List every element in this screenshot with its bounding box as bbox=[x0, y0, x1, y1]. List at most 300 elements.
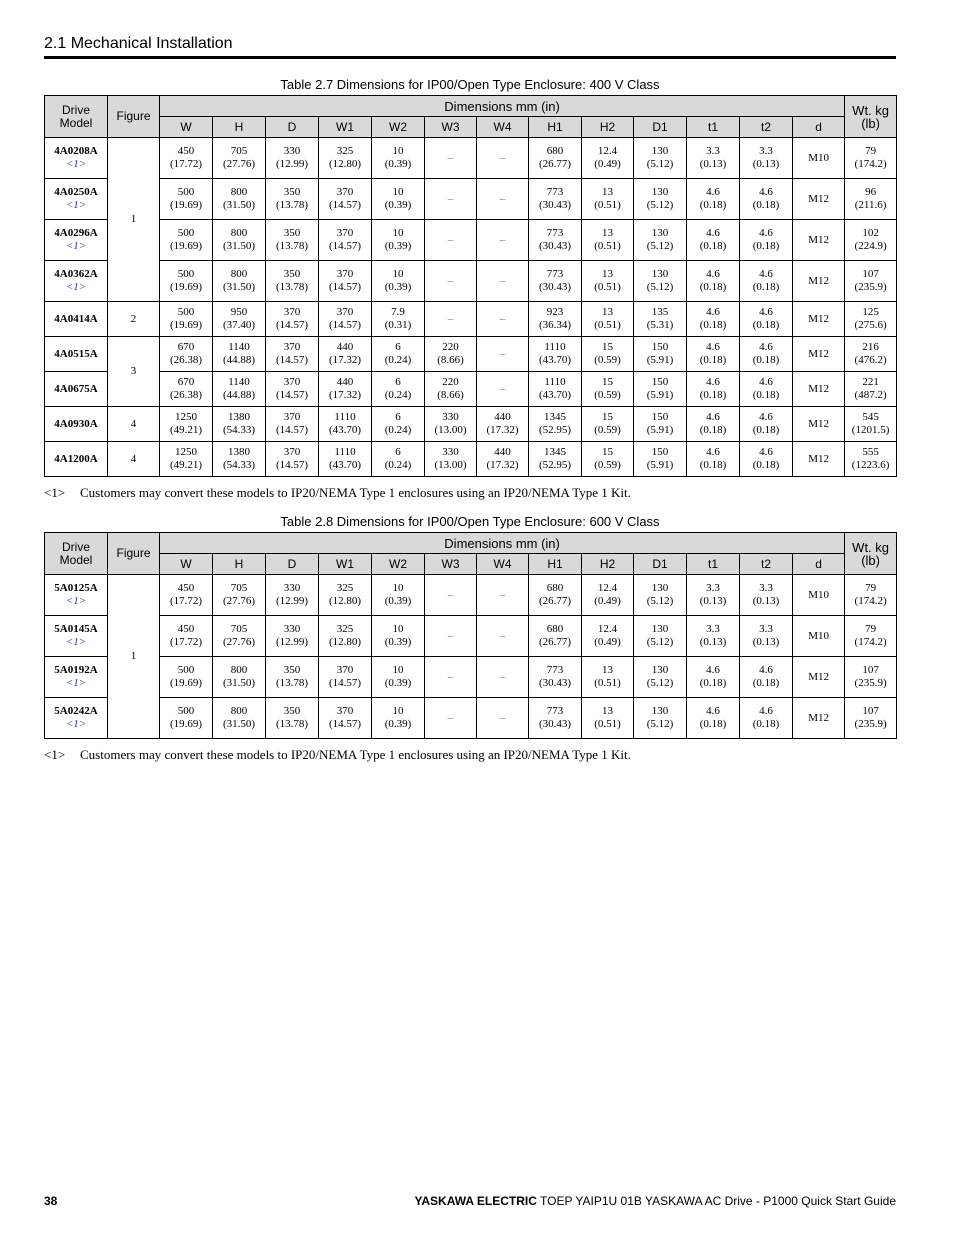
dimension-cell-t2 bbox=[740, 575, 793, 616]
drive-model-header: Drive Model bbox=[45, 96, 108, 138]
drive-model-cell bbox=[45, 698, 108, 739]
drive-model-code: 4A0296A bbox=[54, 227, 98, 239]
note-tag: <1> bbox=[44, 747, 66, 762]
value-mm: – bbox=[499, 629, 506, 642]
value-mm: 150 bbox=[651, 446, 669, 458]
value-in: (5.12) bbox=[646, 281, 674, 293]
dimension-cell-w2 bbox=[372, 337, 425, 372]
value-in: (0.39) bbox=[384, 677, 412, 689]
dimension-cell-h bbox=[213, 407, 266, 442]
value-in: (14.57) bbox=[328, 319, 362, 331]
value-in: (0.18) bbox=[752, 240, 780, 252]
dimension-cell-h1 bbox=[529, 407, 582, 442]
dimension-cell-h bbox=[213, 220, 266, 261]
value-mm: 15 bbox=[602, 341, 613, 353]
dimension-cell-h1 bbox=[529, 575, 582, 616]
drive-model-code: 5A0145A bbox=[54, 623, 98, 635]
weight-lb: (476.2) bbox=[854, 354, 887, 366]
dimension-cell-w2 bbox=[372, 261, 425, 302]
value-in: (0.49) bbox=[594, 636, 621, 648]
value-mm: – bbox=[499, 233, 506, 246]
value-mm: – bbox=[499, 588, 506, 601]
dimension-cell-d bbox=[793, 337, 845, 372]
value-in: (0.18) bbox=[699, 319, 727, 331]
dimension-cell-h2 bbox=[582, 337, 634, 372]
value-in: (0.18) bbox=[752, 354, 780, 366]
value-in: (14.57) bbox=[275, 459, 309, 471]
dimension-cell-h bbox=[213, 337, 266, 372]
value-in: (17.32) bbox=[328, 389, 362, 401]
value-in: (5.31) bbox=[646, 319, 674, 331]
value-in: (14.57) bbox=[328, 240, 362, 252]
value-in: (5.91) bbox=[646, 389, 674, 401]
value-in: (5.12) bbox=[646, 158, 674, 170]
value-mm: 10 bbox=[392, 268, 404, 280]
drive-model-cell bbox=[45, 407, 108, 442]
dimension-cell-t1 bbox=[687, 372, 740, 407]
figure-cell: 4 bbox=[108, 407, 160, 442]
value-mm: – bbox=[447, 629, 454, 642]
value-in: (12.99) bbox=[275, 158, 309, 170]
weight-cell bbox=[845, 616, 897, 657]
value-in: (43.70) bbox=[538, 354, 572, 366]
value-mm: 450 bbox=[177, 623, 195, 635]
value-mm: 7.9 bbox=[391, 306, 405, 318]
dimension-cell-w4 bbox=[477, 616, 529, 657]
dimension-cell-h2 bbox=[582, 372, 634, 407]
dimension-cell-t2 bbox=[740, 372, 793, 407]
dimension-cell-w4 bbox=[477, 698, 529, 739]
value-in: (0.51) bbox=[594, 718, 621, 730]
value-mm: M10 bbox=[808, 588, 829, 601]
footnote-link[interactable]: <1> bbox=[65, 199, 87, 211]
value-mm: 4.6 bbox=[706, 268, 720, 280]
dimension-cell-w3 bbox=[425, 698, 477, 739]
value-in: (26.77) bbox=[538, 636, 572, 648]
dimension-cell-d1 bbox=[634, 138, 687, 179]
dimension-cell-t1 bbox=[687, 138, 740, 179]
value-mm: – bbox=[447, 670, 454, 683]
dimension-cell-t2 bbox=[740, 616, 793, 657]
dimension-cell-t1 bbox=[687, 616, 740, 657]
value-in: (43.70) bbox=[328, 459, 362, 471]
value-mm: 4.6 bbox=[706, 376, 720, 388]
value-in: (17.72) bbox=[169, 595, 203, 607]
value-in: (12.99) bbox=[275, 636, 309, 648]
dimension-cell-t1 bbox=[687, 220, 740, 261]
dimension-cell-d1 bbox=[634, 657, 687, 698]
weight-cell bbox=[845, 698, 897, 739]
table-row bbox=[45, 372, 897, 407]
dimension-cell-h2 bbox=[582, 261, 634, 302]
dimension-cell-t2 bbox=[740, 138, 793, 179]
dimension-cell-d bbox=[266, 220, 319, 261]
value-mm: 15 bbox=[602, 411, 613, 423]
value-in: (0.18) bbox=[699, 240, 727, 252]
value-mm: 370 bbox=[336, 664, 354, 676]
dimension-cell-d bbox=[266, 407, 319, 442]
value-mm: 350 bbox=[283, 186, 301, 198]
dimension-cell-d1 bbox=[634, 179, 687, 220]
footnote-link[interactable]: <1> bbox=[65, 240, 87, 252]
dimension-cell-w4 bbox=[477, 179, 529, 220]
drive-model-cell bbox=[45, 179, 108, 220]
value-in: (30.43) bbox=[538, 281, 572, 293]
value-mm: 370 bbox=[336, 227, 354, 239]
dimension-cell-h2 bbox=[582, 407, 634, 442]
value-in: (0.18) bbox=[699, 424, 727, 436]
dimension-cell-w bbox=[160, 138, 213, 179]
value-mm: – bbox=[447, 588, 454, 601]
value-mm: 1345 bbox=[544, 411, 566, 423]
dimension-cell-d1 bbox=[634, 337, 687, 372]
value-mm: 705 bbox=[230, 145, 248, 157]
value-in: (30.43) bbox=[538, 199, 572, 211]
value-in: (0.18) bbox=[699, 354, 727, 366]
dimension-cell-w bbox=[160, 442, 213, 477]
value-in: (31.50) bbox=[222, 240, 256, 252]
column-header-d1: D1 bbox=[634, 117, 687, 138]
dimension-cell-h1 bbox=[529, 220, 582, 261]
drive-model-cell bbox=[45, 220, 108, 261]
dimension-cell-d bbox=[266, 261, 319, 302]
value-mm: 350 bbox=[283, 268, 301, 280]
dimension-cell-t2 bbox=[740, 657, 793, 698]
value-in: (0.24) bbox=[384, 424, 412, 436]
dimension-cell-d bbox=[266, 337, 319, 372]
value-in: (26.77) bbox=[538, 158, 572, 170]
value-mm: 440 bbox=[336, 341, 354, 353]
value-in: (0.59) bbox=[594, 459, 621, 471]
dimension-cell-w1 bbox=[319, 372, 372, 407]
value-in: (0.18) bbox=[752, 281, 780, 293]
weight-kg: 102 bbox=[862, 227, 879, 239]
value-in: (26.38) bbox=[169, 354, 203, 366]
dimension-cell-d1 bbox=[634, 220, 687, 261]
value-mm: 1140 bbox=[228, 341, 250, 353]
dimension-cell-t1 bbox=[687, 575, 740, 616]
table-row bbox=[45, 138, 897, 179]
drive-model-cell bbox=[45, 442, 108, 477]
value-in: (14.57) bbox=[328, 281, 362, 293]
weight-cell bbox=[845, 657, 897, 698]
value-mm: 1250 bbox=[175, 446, 197, 458]
page-number: 38 bbox=[44, 1194, 58, 1208]
dimension-cell-w3 bbox=[425, 179, 477, 220]
dimension-cell-w2 bbox=[372, 698, 425, 739]
value-mm: – bbox=[499, 192, 506, 205]
dimension-cell-d1 bbox=[634, 575, 687, 616]
weight-kg: 107 bbox=[862, 705, 879, 717]
value-in: (13.78) bbox=[275, 199, 309, 211]
value-mm: 130 bbox=[651, 227, 669, 239]
value-mm: 330 bbox=[283, 623, 301, 635]
dimension-cell-h bbox=[213, 442, 266, 477]
value-mm: 800 bbox=[230, 186, 248, 198]
value-mm: 135 bbox=[651, 306, 669, 318]
dimension-cell-w4 bbox=[477, 657, 529, 698]
value-in: (0.24) bbox=[384, 354, 412, 366]
value-mm: – bbox=[499, 151, 506, 164]
value-mm: 1140 bbox=[228, 376, 250, 388]
value-mm: 4.6 bbox=[706, 186, 720, 198]
weight-lb: (1223.6) bbox=[851, 459, 890, 471]
dimension-cell-w2 bbox=[372, 372, 425, 407]
dimension-cell-w4 bbox=[477, 302, 529, 337]
table-row bbox=[45, 616, 897, 657]
section-title: 2.1 Mechanical Installation bbox=[44, 35, 233, 52]
value-mm: 680 bbox=[546, 145, 564, 157]
value-in: (0.39) bbox=[384, 718, 412, 730]
column-header-w2: W2 bbox=[372, 117, 425, 138]
footnote-link[interactable]: <1> bbox=[65, 595, 87, 607]
value-mm: 800 bbox=[230, 705, 248, 717]
value-mm: 773 bbox=[546, 664, 564, 676]
value-mm: 4.6 bbox=[759, 376, 773, 388]
value-mm: 10 bbox=[392, 145, 404, 157]
value-mm: 10 bbox=[392, 186, 404, 198]
dimension-cell-h bbox=[213, 575, 266, 616]
value-in: (0.39) bbox=[384, 636, 412, 648]
value-mm: 4.6 bbox=[706, 705, 720, 717]
note-text: Customers may convert these models to IP20/NEMA Type 1 enclosures using an IP20/NEMA Type 1 Kit. bbox=[80, 485, 631, 500]
value-mm: 4.6 bbox=[759, 411, 773, 423]
weight-lb: (174.2) bbox=[854, 595, 887, 607]
dimension-cell-w2 bbox=[372, 220, 425, 261]
value-mm: 150 bbox=[651, 411, 669, 423]
value-in: (0.59) bbox=[594, 424, 621, 436]
drive-model-cell bbox=[45, 372, 108, 407]
value-in: (0.18) bbox=[752, 718, 780, 730]
drive-model-code: 4A0515A bbox=[54, 347, 98, 360]
value-in: (26.38) bbox=[169, 389, 203, 401]
table-row bbox=[45, 442, 897, 477]
value-mm: 10 bbox=[392, 664, 404, 676]
dimension-cell-w bbox=[160, 616, 213, 657]
value-mm: 4.6 bbox=[706, 446, 720, 458]
dimension-cell-w3 bbox=[425, 442, 477, 477]
drive-model-cell bbox=[45, 657, 108, 698]
footnote-link[interactable]: <1> bbox=[65, 718, 87, 730]
figure-cell: 3 bbox=[108, 337, 160, 407]
drive-model-cell bbox=[45, 302, 108, 337]
value-mm: 3.3 bbox=[759, 623, 773, 635]
weight-kg: 555 bbox=[862, 446, 879, 458]
value-in: (0.18) bbox=[699, 677, 727, 689]
weight-cell bbox=[845, 372, 897, 407]
dimension-cell-d bbox=[266, 138, 319, 179]
value-in: (12.80) bbox=[328, 158, 362, 170]
dimension-cell-t1 bbox=[687, 337, 740, 372]
value-in: (14.57) bbox=[328, 677, 362, 689]
value-mm: 12.4 bbox=[597, 582, 618, 594]
value-mm: 4.6 bbox=[759, 664, 773, 676]
value-mm: 1110 bbox=[334, 411, 356, 423]
value-mm: 450 bbox=[177, 582, 195, 594]
value-mm: 130 bbox=[651, 145, 669, 157]
value-mm: 773 bbox=[546, 186, 564, 198]
value-in: (43.70) bbox=[328, 424, 362, 436]
weight-lb: (211.6) bbox=[854, 199, 887, 211]
dimension-cell-t1 bbox=[687, 302, 740, 337]
dimension-cell-w1 bbox=[319, 575, 372, 616]
drive-model-code: 4A0675A bbox=[54, 382, 98, 395]
dimension-cell-w4 bbox=[477, 372, 529, 407]
value-in: (0.39) bbox=[384, 281, 412, 293]
value-in: (0.18) bbox=[752, 319, 780, 331]
dimension-cell-h bbox=[213, 372, 266, 407]
dimension-cell-h1 bbox=[529, 442, 582, 477]
value-mm: M12 bbox=[808, 417, 829, 430]
column-header-w1: W1 bbox=[319, 117, 372, 138]
value-in: (26.77) bbox=[538, 595, 572, 607]
value-in: (17.72) bbox=[169, 636, 203, 648]
value-mm: 15 bbox=[602, 446, 613, 458]
dimension-cell-w2 bbox=[372, 407, 425, 442]
value-mm: 4.6 bbox=[759, 446, 773, 458]
value-in: (0.13) bbox=[699, 595, 727, 607]
value-in: (14.57) bbox=[275, 389, 309, 401]
dimension-cell-d bbox=[793, 407, 845, 442]
value-mm: 325 bbox=[336, 145, 354, 157]
dimension-cell-h1 bbox=[529, 657, 582, 698]
value-mm: 370 bbox=[336, 705, 354, 717]
footnote-link[interactable]: <1> bbox=[65, 281, 87, 293]
value-in: (0.51) bbox=[594, 677, 621, 689]
dimension-cell-w1 bbox=[319, 616, 372, 657]
value-mm: – bbox=[499, 274, 506, 287]
value-mm: 325 bbox=[336, 582, 354, 594]
dimension-cell-h1 bbox=[529, 698, 582, 739]
value-mm: 220 bbox=[442, 341, 459, 353]
table-row bbox=[45, 337, 897, 372]
weight-lb: (174.2) bbox=[854, 158, 887, 170]
value-mm: 450 bbox=[177, 145, 195, 157]
column-header-h2: H2 bbox=[582, 117, 634, 138]
value-mm: 3.3 bbox=[706, 582, 720, 594]
weight-cell bbox=[845, 407, 897, 442]
value-mm: 1380 bbox=[228, 411, 250, 423]
value-mm: 705 bbox=[230, 582, 248, 594]
dimension-cell-t1 bbox=[687, 698, 740, 739]
dimension-cell-w bbox=[160, 337, 213, 372]
value-in: (43.70) bbox=[538, 389, 572, 401]
value-in: (17.72) bbox=[169, 158, 203, 170]
value-in: (17.32) bbox=[486, 424, 519, 436]
note-text: Customers may convert these models to IP20/NEMA Type 1 enclosures using an IP20/NEMA Type 1 Kit. bbox=[80, 747, 631, 762]
dimension-cell-w1 bbox=[319, 302, 372, 337]
value-mm: 150 bbox=[651, 341, 669, 353]
value-in: (30.43) bbox=[538, 240, 572, 252]
column-header-d: d bbox=[793, 554, 845, 575]
value-mm: 4.6 bbox=[759, 227, 773, 239]
value-in: (0.51) bbox=[594, 240, 621, 252]
dimension-cell-h1 bbox=[529, 337, 582, 372]
value-in: (0.24) bbox=[384, 389, 412, 401]
value-mm: 500 bbox=[177, 268, 195, 280]
dimension-cell-d bbox=[266, 616, 319, 657]
value-in: (13.78) bbox=[275, 281, 309, 293]
value-mm: 773 bbox=[546, 705, 564, 717]
value-in: (14.57) bbox=[275, 354, 309, 366]
column-header-w4: W4 bbox=[477, 117, 529, 138]
footnote-link[interactable]: <1> bbox=[65, 636, 87, 648]
weight-cell bbox=[845, 220, 897, 261]
drive-model-code: 4A0250A bbox=[54, 186, 98, 198]
weight-cell bbox=[845, 261, 897, 302]
value-in: (5.12) bbox=[646, 677, 674, 689]
value-in: (19.69) bbox=[169, 199, 203, 211]
value-mm: 130 bbox=[651, 582, 669, 594]
weight-kg: 79 bbox=[865, 582, 877, 594]
column-header-h1: H1 bbox=[529, 117, 582, 138]
footnote-link[interactable]: <1> bbox=[65, 677, 87, 689]
value-mm: 13 bbox=[602, 227, 613, 239]
value-mm: – bbox=[447, 711, 454, 724]
dimension-cell-t1 bbox=[687, 261, 740, 302]
dimension-cell-d bbox=[793, 442, 845, 477]
dimension-cell-w bbox=[160, 179, 213, 220]
column-header-d: d bbox=[793, 117, 845, 138]
value-mm: M12 bbox=[808, 670, 829, 683]
dimension-cell-h2 bbox=[582, 575, 634, 616]
value-mm: – bbox=[499, 347, 506, 360]
dimension-cell-w4 bbox=[477, 442, 529, 477]
value-in: (0.18) bbox=[699, 199, 727, 211]
column-header-w: W bbox=[160, 117, 213, 138]
value-in: (17.32) bbox=[328, 354, 362, 366]
value-mm: 4.6 bbox=[759, 268, 773, 280]
value-mm: – bbox=[499, 382, 506, 395]
dimension-cell-h1 bbox=[529, 261, 582, 302]
value-mm: 440 bbox=[336, 376, 354, 388]
dimension-cell-w bbox=[160, 261, 213, 302]
dimension-cell-d bbox=[793, 220, 845, 261]
value-mm: 13 bbox=[602, 306, 613, 318]
value-mm: M12 bbox=[808, 192, 829, 205]
dimension-cell-w4 bbox=[477, 407, 529, 442]
value-mm: 350 bbox=[283, 705, 301, 717]
dimension-cell-t2 bbox=[740, 220, 793, 261]
value-in: (0.13) bbox=[752, 595, 780, 607]
dimension-cell-d bbox=[793, 575, 845, 616]
value-in: (5.12) bbox=[646, 240, 674, 252]
value-in: (31.50) bbox=[222, 199, 256, 211]
value-mm: 3.3 bbox=[759, 582, 773, 594]
dimensions-table-400v bbox=[44, 95, 897, 477]
value-mm: 3.3 bbox=[759, 145, 773, 157]
page-footer bbox=[414, 1194, 896, 1208]
value-mm: 500 bbox=[177, 186, 195, 198]
value-mm: 4.6 bbox=[706, 664, 720, 676]
value-mm: – bbox=[447, 233, 454, 246]
dimension-cell-w2 bbox=[372, 657, 425, 698]
dimension-cell-w1 bbox=[319, 657, 372, 698]
dimensions-header: Dimensions mm (in) bbox=[160, 533, 845, 554]
value-in: (52.95) bbox=[538, 459, 572, 471]
value-in: (0.18) bbox=[699, 389, 727, 401]
dimension-cell-w1 bbox=[319, 220, 372, 261]
dimension-cell-w3 bbox=[425, 261, 477, 302]
dimension-cell-w bbox=[160, 372, 213, 407]
drive-model-cell bbox=[45, 575, 108, 616]
value-mm: 130 bbox=[651, 623, 669, 635]
weight-kg: 96 bbox=[865, 186, 877, 198]
value-mm: 12.4 bbox=[597, 623, 618, 635]
weight-lb: (235.9) bbox=[854, 677, 887, 689]
footnote-link[interactable]: <1> bbox=[65, 158, 87, 170]
weight-cell bbox=[845, 179, 897, 220]
